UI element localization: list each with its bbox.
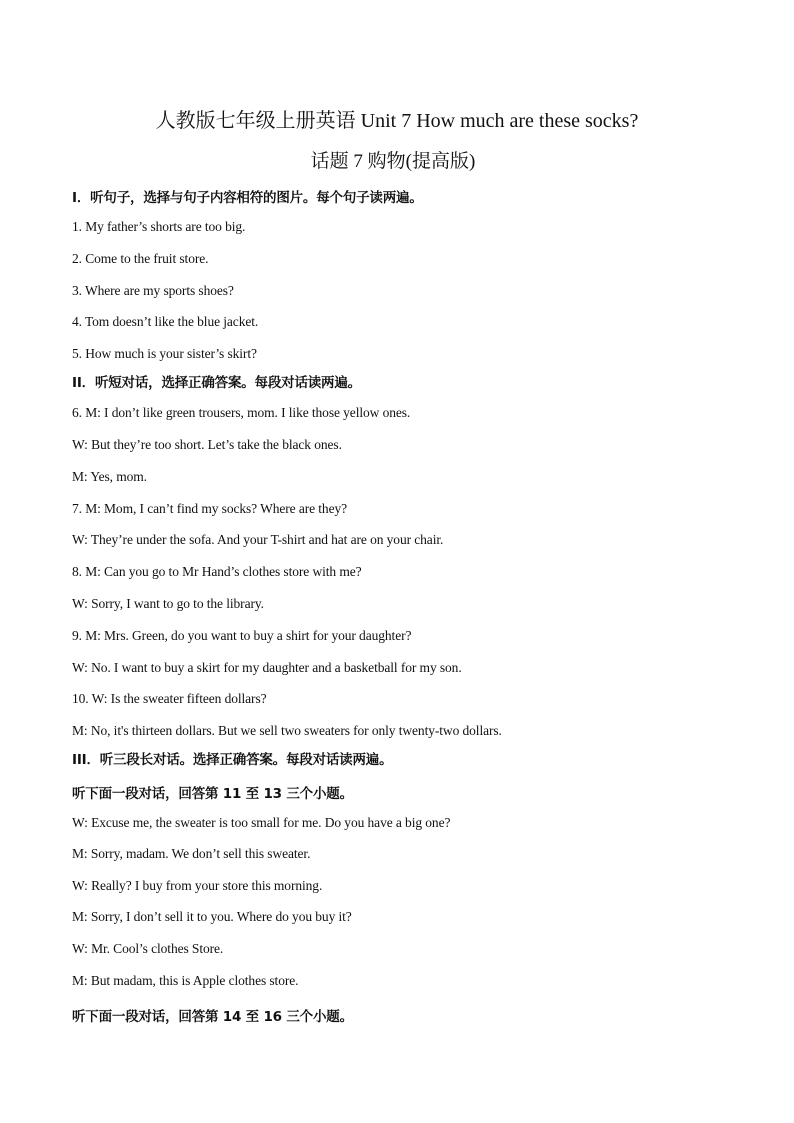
listening-sentence: 3. Where are my sports shoes? — [72, 283, 234, 298]
dialogue-line: 8. M: Can you go to Mr Hand’s clothes store with me? — [72, 564, 362, 579]
dialogue-line: W: Excuse me, the sweater is too small for me. Do you have a big one? — [72, 815, 451, 830]
listening-sentence: 1. My father’s shorts are too big. — [72, 219, 246, 234]
passage-2-heading: 听下面一段对话，回答第 14 至 16 三个小题。 — [72, 1009, 353, 1025]
dialogue-line: W: Sorry, I want to go to the library. — [72, 596, 264, 611]
dialogue-line: 10. W: Is the sweater fifteen dollars? — [72, 691, 267, 706]
dialogue-line: 6. M: I don’t like green trousers, mom. I like those yellow ones. — [72, 405, 411, 420]
dialogue-line: W: But they’re too short. Let’s take the black ones. — [72, 437, 342, 452]
passage-1-heading: 听下面一段对话，回答第 11 至 13 三个小题。 — [72, 786, 353, 802]
dialogue-line: W: Mr. Cool’s clothes Store. — [72, 941, 224, 956]
section-2-heading: II．听短对话，选择正确答案。每段对话读两遍。 — [72, 375, 361, 391]
dialogue-line: W: No. I want to buy a skirt for my daughter and a basketball for my son. — [72, 660, 462, 675]
section-3-heading: III．听三段长对话。选择正确答案。每段对话读两遍。 — [72, 752, 393, 768]
listening-sentence: 2. Come to the fruit store. — [72, 251, 209, 266]
dialogue-line: W: Really? I buy from your store this morning. — [72, 878, 323, 893]
dialogue-line: M: Sorry, I don’t sell it to you. Where do you buy it? — [72, 909, 352, 924]
dialogue-line: M: Yes, mom. — [72, 469, 147, 484]
dialogue-line: M: But madam, this is Apple clothes store. — [72, 973, 299, 988]
listening-sentence: 4. Tom doesn’t like the blue jacket. — [72, 314, 259, 329]
listening-sentence: 5. How much is your sister’s skirt? — [72, 346, 257, 361]
dialogue-line: 9. M: Mrs. Green, do you want to buy a shirt for your daughter? — [72, 628, 412, 643]
section-1-heading: I．听句子，选择与句子内容相符的图片。每个句子读两遍。 — [72, 190, 423, 206]
document-subtitle: 话题 7 购物(提高版) — [310, 151, 476, 172]
dialogue-line: M: Sorry, madam. We don’t sell this sweater. — [72, 846, 311, 861]
dialogue-line: 7. M: Mom, I can’t find my socks? Where are they? — [72, 501, 348, 516]
dialogue-line: W: They’re under the sofa. And your T-shirt and hat are on your chair. — [72, 532, 444, 547]
dialogue-line: M: No, it's thirteen dollars. But we sell two sweaters for only twenty-two dollars. — [72, 723, 502, 738]
document-title: 人教版七年级上册英语 Unit 7 How much are these socks? — [155, 110, 639, 132]
